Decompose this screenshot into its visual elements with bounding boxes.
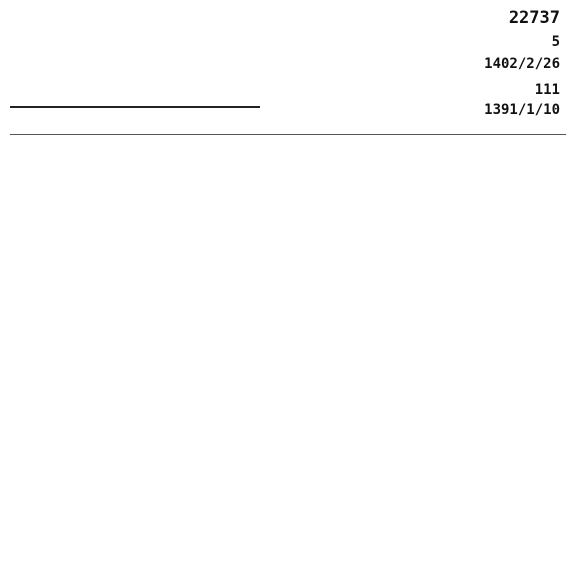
issue-number: 22737 xyxy=(508,8,560,28)
date-line xyxy=(266,56,566,72)
page-line xyxy=(266,34,566,50)
issue-line xyxy=(266,8,566,28)
page-header xyxy=(10,8,566,128)
page-number: 5 xyxy=(551,34,560,50)
registration-block xyxy=(266,82,566,118)
header-divider xyxy=(10,134,566,135)
registration-date: 1391/1/10 xyxy=(484,102,560,118)
registration-number-line xyxy=(266,82,566,98)
issue-meta xyxy=(266,8,566,118)
registration-date-line xyxy=(266,102,566,118)
issue-date: 1402/2/26 xyxy=(484,56,560,72)
registration-number: 111 xyxy=(534,82,560,98)
notice-body xyxy=(10,143,566,445)
masthead-title xyxy=(10,50,260,108)
